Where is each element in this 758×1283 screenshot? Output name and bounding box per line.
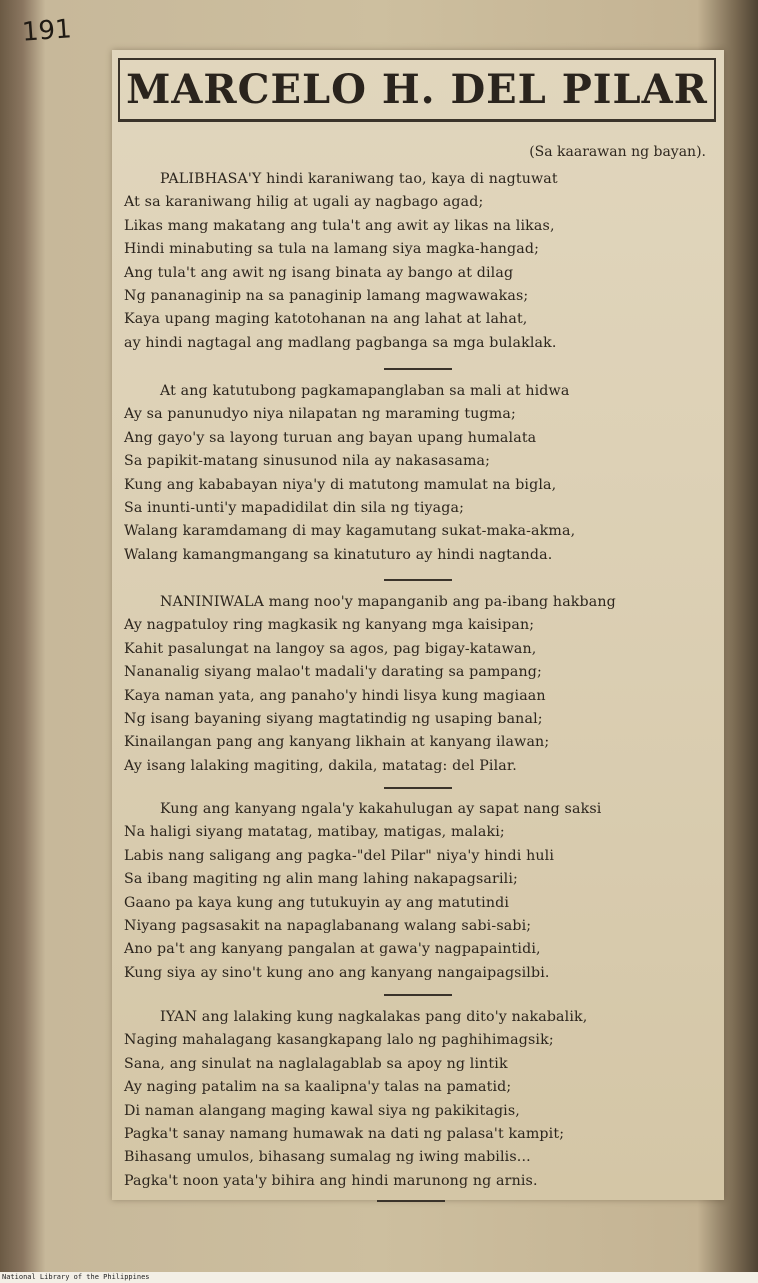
poem-line: Likas mang makatang ang tula't ang awit ay likas na likas, (124, 217, 555, 234)
poem-line: Sa papikit-matang sinusunod nila ay nakasasama; (124, 453, 491, 470)
poem-line: Ay sa panunudyo niya nilapatan ng maraming tugma; (124, 406, 516, 423)
page-number: 191 (21, 14, 73, 48)
poem-line: Kung ang kanyang ngala'y kakahulugan ay sapat nang saksi (160, 801, 602, 817)
stanza-1 (124, 168, 720, 355)
poem-line: At ang katutubong pagkamapanglaban sa mali at hidwa (160, 383, 570, 399)
stanza-divider (377, 1200, 445, 1202)
poem-line: Na haligi siyang matatag, matibay, matigas, malaki; (124, 824, 505, 841)
footer-credit: National Library of the Philippines (2, 1273, 150, 1281)
poem-line: Labis nang saligang ang pagka-"del Pilar" niya'y hindi huli (124, 847, 555, 864)
poem-line: Sana, ang sinulat na naglalagablab sa apoy ng lintik (124, 1055, 508, 1072)
poem-line: Kung siya ay sino't kung ano ang kanyang nangaipagsilbi. (124, 964, 550, 981)
poem-line: Ay naging patalim na sa kaalipna'y talas na pamatid; (124, 1079, 512, 1096)
newspaper-clipping (112, 50, 724, 1200)
poem-line: Ay isang lalaking magiting, dakila, matatag: del Pilar. (124, 757, 517, 774)
poem-line: Naging mahalagang kasangkapang lalo ng paghihimagsik; (124, 1032, 554, 1049)
poem-line: Ng pananaginip na sa panaginip lamang magwawakas; (124, 288, 529, 305)
poem-line: Pagka't sanay namang humawak na dati ng palasa't kampit; (124, 1126, 565, 1143)
poem-line: ay hindi nagtagal ang madlang pagbanga sa mga bulaklak. (124, 334, 557, 351)
poem-line: Gaano pa kaya kung ang tutukuyin ay ang matutindi (124, 894, 510, 911)
stanza-divider (384, 787, 452, 789)
poem-line: PALIBHASA'Y hindi karaniwang tao, kaya di nagtuwat (160, 171, 558, 187)
poem-line: Walang karamdamang di may kagamutang sukat-maka-akma, (124, 523, 576, 540)
poem-line: IYAN ang lalaking kung nagkalakas pang dito'y nakabalik, (160, 1009, 588, 1025)
poem-line: Nananalig siyang malao't madali'y darating sa pampang; (124, 664, 542, 681)
poem-title: MARCELO H. DEL PILAR (126, 66, 708, 113)
poem-line: Ay nagpatuloy ring magkasik ng kanyang mga kaisipan; (124, 617, 535, 634)
poem-line: Pagka't noon yata'y bihira ang hindi marunong ng arnis. (124, 1172, 538, 1189)
stanza-3 (124, 591, 720, 778)
stanza-divider (384, 579, 452, 581)
poem-line: At sa karaniwang hilig at ugali ay nagbago agad; (124, 194, 484, 211)
poem-line: Ng isang bayaning siyang magtatindig ng usaping banal; (124, 711, 543, 728)
poem-line: Walang kamangmangang sa kinatuturo ay hindi nagtanda. (124, 546, 553, 563)
poem-line: Kaya upang maging katotohanan na ang lahat at lahat, (124, 311, 528, 328)
stanza-divider (384, 368, 452, 370)
poem-line: Ano pa't ang kanyang pangalan at gawa'y nagpapaintidi, (124, 941, 541, 958)
stanza-divider (384, 994, 452, 996)
poem-line: Niyang pagsasakit na napaglabanang walang sabi-sabi; (124, 918, 532, 935)
poem-line: NANINIWALA mang noo'y mapanganib ang pa-ibang hakbang (160, 594, 616, 610)
poem-line: Bihasang umulos, bihasang sumalag ng iwing mabilis... (124, 1149, 531, 1166)
poem-line: Kahit pasalungat na langoy sa agos, pag bigay-katawan, (124, 640, 537, 657)
poem-line: Kinailangan pang ang kanyang likhain at kanyang ilawan; (124, 734, 550, 751)
stanza-4 (124, 798, 720, 985)
poem-line: Sa ibang magiting ng alin mang lahing nakapagsarili; (124, 871, 518, 888)
stanza-2 (124, 380, 720, 567)
stanza-5 (124, 1006, 720, 1193)
poem-line: Kung ang kababayan niya'y di matutong mamulat na bigla, (124, 476, 557, 493)
poem-line: Hindi minabuting sa tula na lamang siya magka-hangad; (124, 241, 540, 258)
poem-line: Sa inunti-unti'y mapadidilat din sila ng tiyaga; (124, 500, 465, 517)
dedication: (Sa kaarawan ng bayan). (529, 144, 706, 160)
poem-line: Di naman alangang maging kawal siya ng pakikitagis, (124, 1102, 520, 1119)
poem-line: Ang gayo'y sa layong turuan ang bayan upang humalata (124, 429, 537, 446)
poem-line: Ang tula't ang awit ng isang binata ay bango at dilag (124, 264, 514, 281)
poem-line: Kaya naman yata, ang panaho'y hindi lisya kung magiaan (124, 687, 546, 704)
title-box (118, 58, 716, 122)
